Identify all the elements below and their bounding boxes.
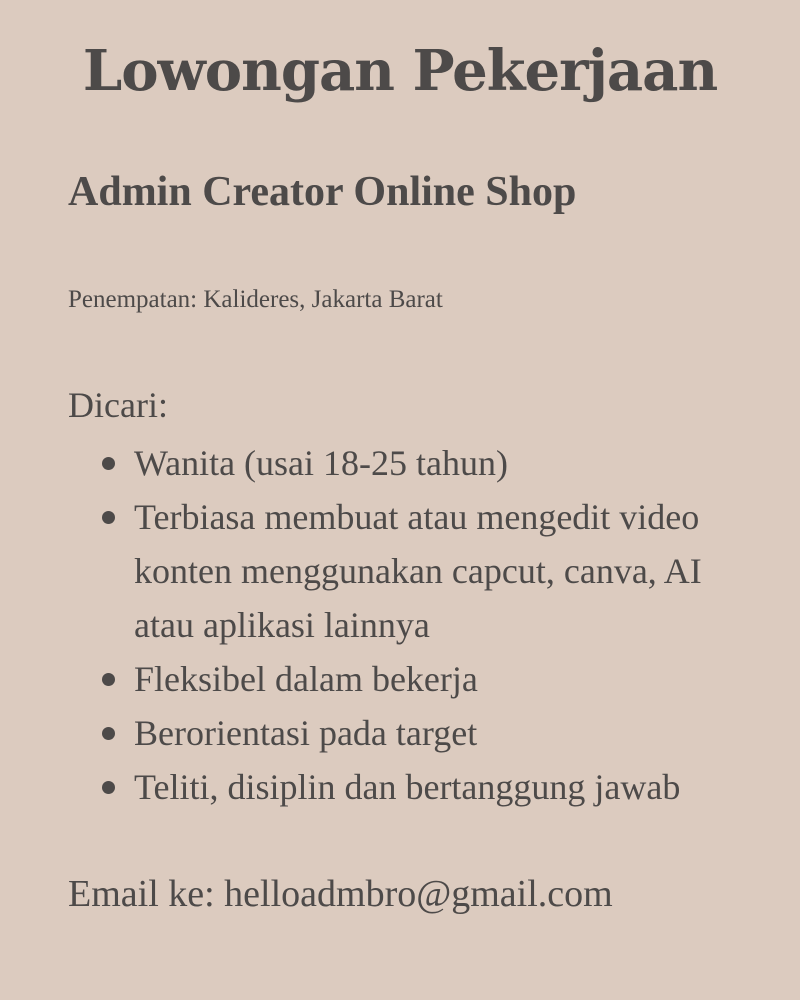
requirements-list: [100, 436, 760, 814]
poster-title: Lowongan Pekerjaan: [82, 38, 718, 104]
bullet-icon: [102, 673, 115, 686]
requirement-text: Berorientasi pada target: [134, 713, 478, 753]
requirement-item: [100, 706, 760, 760]
requirement-item: [100, 652, 760, 706]
requirement-item: [100, 760, 760, 814]
bullet-icon: [102, 781, 115, 794]
bullet-icon: [102, 457, 115, 470]
bullet-icon: [102, 511, 115, 524]
job-title: Admin Creator Online Shop: [68, 169, 577, 215]
requirement-item: [100, 436, 760, 490]
placement-text: Penempatan: Kalideres, Jakarta Barat: [68, 286, 443, 313]
requirements-label: Dicari:: [68, 385, 168, 425]
requirement-text: Fleksibel dalam bekerja: [134, 659, 478, 699]
requirement-text: Wanita (usai 18-25 tahun): [134, 443, 508, 483]
bullet-icon: [102, 727, 115, 740]
requirement-item: [100, 490, 760, 652]
requirement-text: Terbiasa membuat atau mengedit video konten menggunakan capcut, canva, AI atau aplikasi lainnya: [134, 497, 702, 645]
contact-email: Email ke: helloadmbro@gmail.com: [68, 873, 613, 915]
requirement-text: Teliti, disiplin dan bertanggung jawab: [134, 767, 681, 807]
